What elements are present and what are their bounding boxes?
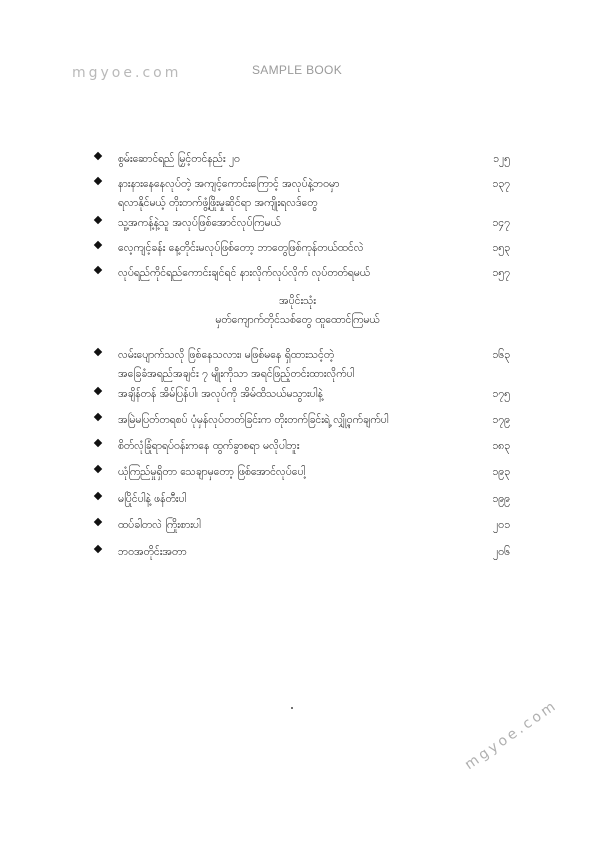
entry-page: ၁၅၇ xyxy=(492,267,510,279)
entry-page: ၂၀၁ xyxy=(493,519,510,531)
diamond-bullet-icon xyxy=(94,266,102,274)
diamond-bullet-icon xyxy=(94,465,102,473)
section-title: မှတ်ကျောက်တိုင်သစ်တွေ ထူထောင်ကြမယ် xyxy=(215,314,380,326)
entry-title: ထပ်ခါတလဲ ကြိုးစားပါ xyxy=(118,519,201,531)
entry-title: စွမ်းဆောင်ရည် မြှင့်တင်နည်း ၂၀ xyxy=(118,153,240,165)
entry-title: လမ်းပျောက်သလို ဖြစ်နေသလား၊ မဖြစ်မနေ ရှိထားသင့်တဲ့ အခြေခံအရည်အချင်း ၇ မျိုးကိုသာ အရင်ဖြည့်တင်းထားလိုက်ပါ xyxy=(118,349,355,380)
entry-title: လေ့ကျင့်ခန်း နေ့တိုင်းမလုပ်ဖြစ်တော့ ဘာတွေဖြစ်ကုန်တယ်ထင်လဲ xyxy=(118,242,364,254)
diamond-bullet-icon xyxy=(94,545,102,553)
entry-title: စိတ်လုံခြုံရာရပ်ဝန်းကနေ ထွက်ခွာစရာ မလိုပါဘူး xyxy=(118,440,300,452)
entry-title: သူ့အကန့်နဲ့သူ အလုပ်ဖြစ်အောင်လုပ်ကြမယ် xyxy=(118,217,281,229)
watermark-top: mgyoe.com xyxy=(72,65,182,81)
page-header: SAMPLE BOOK xyxy=(252,63,342,77)
section-number: အပိုင်းသုံး xyxy=(279,295,316,307)
diamond-bullet-icon xyxy=(94,216,102,224)
entry-title: ယုံကြည်မှုရှိတာ သေချာမှတော့ ဖြစ်အောင်လုပ်ပေါ့ xyxy=(118,466,306,478)
entry-page: ၁၄၇ xyxy=(492,217,510,229)
diamond-bullet-icon xyxy=(94,439,102,447)
entry-title: အမြဲမပြတ်တရစပ် ပုံမှန်လုပ်တတ်ခြင်းက တိုးတက်ခြင်းရဲ့ လျှို့ဝှက်ချက်ပါ xyxy=(118,414,389,426)
entry-page: ၂၀၆ xyxy=(493,546,510,558)
entry-title: နားနားနေနေလုပ်တဲ့ အကျင့်ကောင်းကြောင့် အလုပ်နဲ့ဘဝမှာ ရလာနိုင်မယ့် တိုးတက်ဖွံ့ဖြိုးမှုဆိုင်ရာ အကျိုးရလဒ်တွေ xyxy=(118,178,340,209)
diamond-bullet-icon xyxy=(94,387,102,395)
entry-page: ၁၉၃ xyxy=(492,466,510,478)
diamond-bullet-icon xyxy=(94,152,102,160)
diamond-bullet-icon xyxy=(94,492,102,500)
entry-title: အချိန်တန် အိမ်ပြန်ပါ၊ အလုပ်ကို အိမ်ထိသယ်မသွားပါနဲ့ xyxy=(118,388,323,400)
entry-page: ၁၃၇ xyxy=(492,178,510,190)
diamond-bullet-icon xyxy=(94,241,102,249)
entry-title: ဘဝအတိုင်းအတာ xyxy=(118,546,187,558)
entry-page: ၁၇၅ xyxy=(492,388,510,400)
entry-title: လုပ်ရည်ကိုင်ရည်ကောင်းချင်ရင် နားလိုက်လုပ်လိုက် လုပ်တတ်ရမယ် xyxy=(118,267,370,279)
diamond-bullet-icon xyxy=(94,413,102,421)
entry-page: ၁၆၃ xyxy=(492,349,510,361)
diamond-bullet-icon xyxy=(94,348,102,356)
entry-page: ၁၈၃ xyxy=(492,440,510,452)
page-mark xyxy=(291,707,293,709)
watermark-bottom: mgyoe.com xyxy=(462,697,561,774)
diamond-bullet-icon xyxy=(94,177,102,185)
entry-page: ၁၉၉ xyxy=(492,493,510,505)
diamond-bullet-icon xyxy=(94,518,102,526)
entry-page: ၁၅၃ xyxy=(492,242,510,254)
entry-page: ၁၂၅ xyxy=(493,153,510,165)
entry-title: မပြိုင်ပါနဲ့ ဖန်တီးပါ xyxy=(118,493,187,505)
section-heading xyxy=(0,292,595,330)
entry-page: ၁၇၉ xyxy=(492,414,510,426)
